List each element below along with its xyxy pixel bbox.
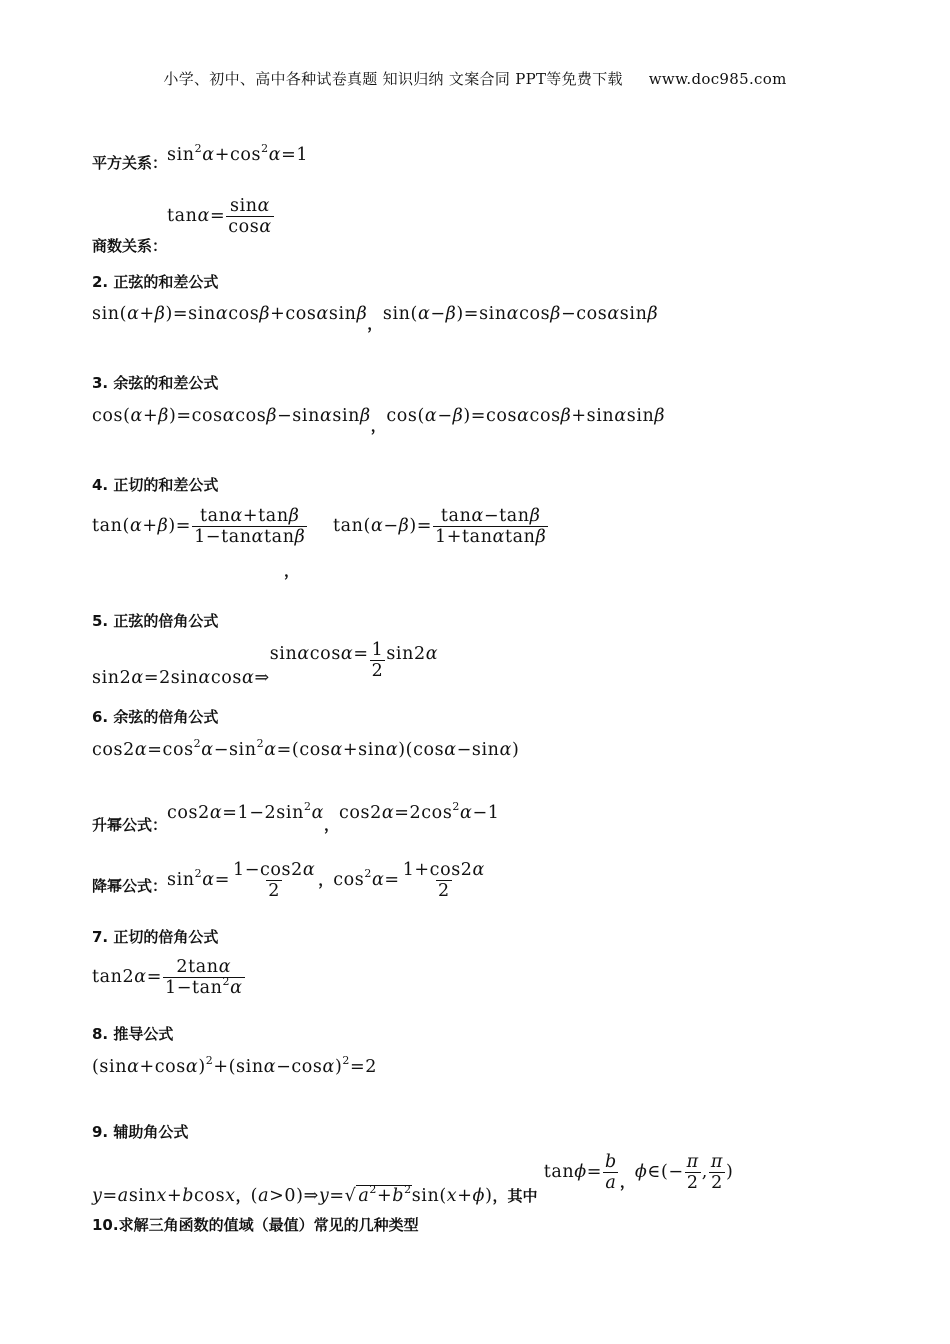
aux-angle-formula: y=asinx+bcosx: [92, 1186, 236, 1206]
lower-power-label: 降幂公式：: [92, 877, 168, 895]
section-5-heading: 5. 正弦的倍角公式: [92, 612, 219, 630]
raise-power-label: 升幂公式：: [92, 816, 168, 834]
aux-angle-range: ϕ∈(− $\frac{\pi}{2}$ , $\frac{\pi}{2}$ ): [634, 1152, 734, 1193]
tangent-sum-comma: ，: [284, 562, 300, 580]
aux-angle: y=asinx+bcosx，(a>0)⇒y=√ $a^2+b^2\sin(x+\phi)$，其中 tanϕ= $\frac{b}{a}$ ，ϕ∈(− $\frac{\pi}{2}$ , $\frac{\pi}{2}$ ): [92, 1152, 734, 1206]
section-7-heading: 7. 正切的倍角公式: [92, 928, 219, 946]
section-6-heading: 6. 余弦的倍角公式: [92, 708, 219, 726]
section-3-heading: 3. 余弦的和差公式: [92, 374, 219, 392]
lower-power-formula: $\sin^2\alpha=$ $\frac{1-\cos 2\alpha}{2}$: [167, 860, 316, 901]
page-header: [0, 68, 950, 89]
raise-power-formula: $\cos 2\alpha=1-2\sin^2\alpha$: [167, 800, 324, 823]
section-10-heading: 10.求解三角函数的值域（最值）常见的几种类型: [92, 1216, 419, 1234]
aux-angle-tan: tanϕ= $\frac{b}{a}$: [537, 1152, 617, 1193]
tangent-sum-formula: tan(α+β)= $\frac{\tan\alpha+\tan\beta}{1-\tan\alpha\tan\beta}$ tan(α−β)= $\frac{\tan\alpha-\tan\beta}{1+\tan\alpha\tan\beta}$: [92, 506, 547, 547]
aux-angle-condition: (a>0)⇒y=√ $a^2+b^2\sin(x+\phi)$: [250, 1183, 493, 1206]
quotient-relation-label: 商数关系：: [92, 237, 168, 255]
square-relation: [92, 142, 309, 172]
raise-power: 升幂公式：$\cos 2\alpha=1-2\sin^2\alpha$，$\cos 2\alpha=2\cos^2\alpha-1$: [92, 800, 500, 834]
header-text: 小学、初中、高中各种试卷真题 知识归纳 文案合同 PPT等免费下载: [163, 70, 623, 88]
header-url[interactable]: www.doc985.com: [648, 70, 787, 88]
derived-formula: $(\sin\alpha+\cos\alpha)^2+(\sin\alpha-\cos\alpha)^2=2$: [92, 1054, 377, 1077]
tangent-double-formula: tan2α= $\frac{2\tan\alpha}{1-\tan^2\alpha}$: [92, 957, 243, 998]
raise-power-formula-2: $\cos 2\alpha=2\cos^2\alpha-1$: [339, 800, 500, 823]
lower-power-formula-2: $\cos^2\alpha=$ $\frac{1+\cos 2\alpha}{2}$: [333, 860, 485, 901]
sine-sum-formula: sin(α+β)=sinαcosβ+cosαsinβ，sin(α−β)=sinαcosβ−cosαsinβ: [92, 304, 659, 333]
square-relation-formula: $\sin^2\alpha+\cos^2\alpha=1$: [167, 142, 309, 165]
quotient-relation-formula: tanα= $\frac{\sin\alpha}{\cos\alpha}$: [167, 196, 272, 237]
square-relation-label: 平方关系：: [92, 154, 168, 172]
section-4-heading: 4. 正切的和差公式: [92, 476, 219, 494]
sine-double-formula: sin2α=2sinαcosα⇒sinαcosα= $\frac{1}{2}$ sin2α: [92, 640, 439, 688]
section-9-heading: 9. 辅助角公式: [92, 1123, 189, 1141]
section-2-heading: 2. 正弦的和差公式: [92, 273, 219, 291]
section-8-heading: 8. 推导公式: [92, 1025, 174, 1043]
quotient-relation: [92, 196, 275, 255]
cosine-double-formula: $\cos 2\alpha=\cos^2\alpha-\sin^2\alpha=(\cos\alpha+\sin\alpha)(\cos\alpha-\sin\alpha)$: [92, 737, 520, 760]
cosine-sum-formula: cos(α+β)=cosαcosβ−sinαsinβ，cos(α−β)=cosαcosβ+sinαsinβ: [92, 406, 666, 435]
aux-angle-where: 其中: [507, 1187, 538, 1205]
lower-power: 降幂公式：$\sin^2\alpha=$ $\frac{1-\cos 2\alpha}{2}$ ，$\cos^2\alpha=$ $\frac{1+\cos 2\alpha}{2}$: [92, 860, 488, 901]
